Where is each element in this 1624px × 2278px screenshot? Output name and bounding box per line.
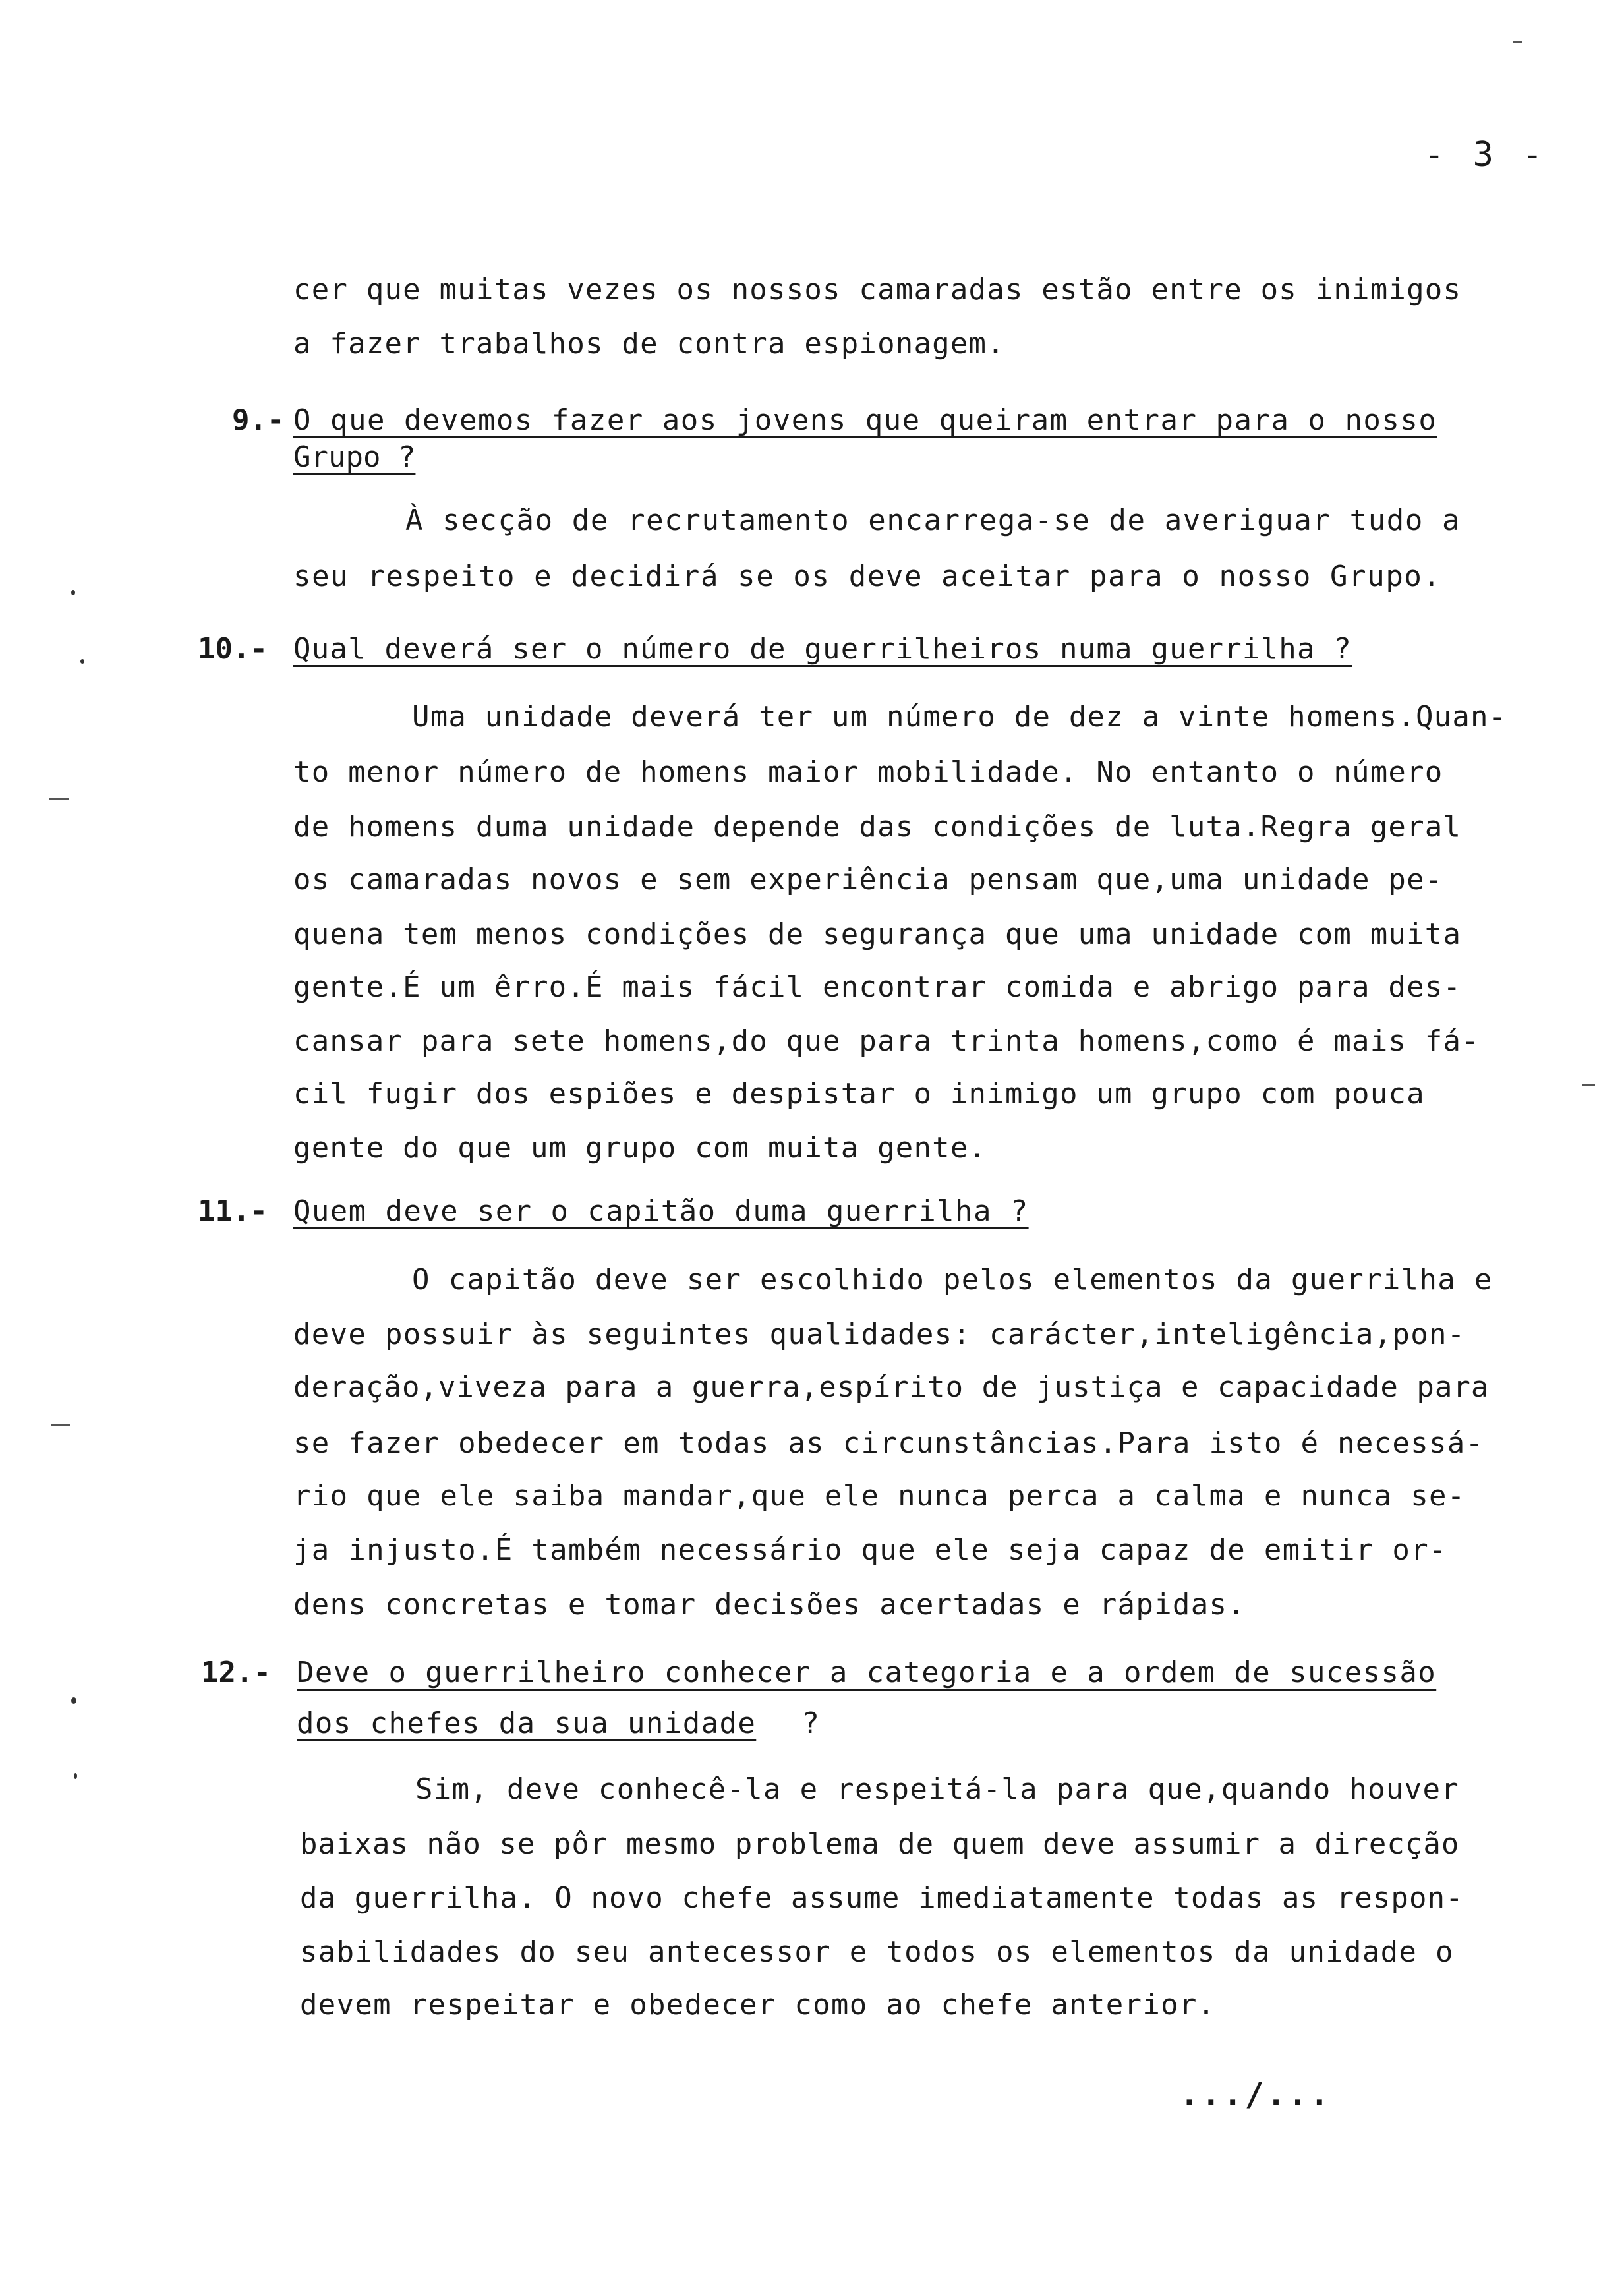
answer-line: cansar para sete homens,do que para trinta homens,como é mais fá- (293, 1024, 1480, 1058)
answer-line: deração,viveza para a guerra,espírito de justiça e capacidade para (293, 1370, 1490, 1404)
margin-mark (49, 798, 69, 800)
question-text: Quem deve ser o capitão duma guerrilha ? (293, 1194, 1029, 1228)
answer-line: to menor número de homens maior mobilidade. No entanto o número (293, 755, 1443, 789)
answer-line: de homens duma unidade depende das condições de luta.Regra geral (293, 810, 1462, 844)
scan-speck (80, 659, 84, 664)
answer-line: se fazer obedecer em todas as circunstâncias.Para isto é necessá- (293, 1426, 1484, 1460)
question-text: Grupo ? (293, 440, 416, 474)
answer-line: Sim, deve conhecê-la e respeitá-la para que,quando houver (415, 1772, 1460, 1806)
answer-line: devem respeitar e obedecer como ao chefe anterior. (300, 1988, 1216, 2022)
page-number: - 3 - (1424, 135, 1547, 175)
answer-line: quena tem menos condições de segurança que uma unidade com muita (293, 918, 1462, 951)
answer-line: rio que ele saiba mandar,que ele nunca perca a calma e nunca se- (293, 1479, 1466, 1513)
answer-line: baixas não se pôr mesmo problema de quem deve assumir a direcção (300, 1827, 1460, 1861)
answer-line: gente.É um êrro.É mais fácil encontrar comida e abrigo para des- (293, 970, 1462, 1004)
answer-line: seu respeito e decidirá se os deve aceitar para o nosso Grupo. (293, 560, 1441, 593)
question-text: Qual deverá ser o número de guerrilheiros numa guerrilha ? (293, 632, 1352, 666)
margin-mark (1513, 41, 1522, 43)
margin-mark (1582, 1084, 1595, 1086)
question-text: Deve o guerrilheiro conhecer a categoria e a ordem de sucessão (297, 1656, 1437, 1689)
answer-line: ja injusto.É também necessário que ele seja capaz de emitir or- (293, 1533, 1447, 1567)
answer-line: À secção de recrutamento encarrega-se de averiguar tudo a (405, 504, 1461, 537)
answer-line: cil fugir dos espiões e despistar o inimigo um grupo com pouca (293, 1077, 1425, 1111)
scan-speck (74, 1773, 77, 1779)
answer-line: Uma unidade deverá ter um número de dez a vinte homens.Quan- (412, 700, 1507, 734)
answer-line: da guerrilha. O novo chefe assume imediatamente todas as respon- (300, 1881, 1464, 1915)
question-number: 10.- (198, 632, 268, 666)
answer-line: dens concretas e tomar decisões acertadas e rápidas. (293, 1588, 1246, 1621)
question-text: dos chefes da sua unidade (297, 1707, 757, 1740)
question-tail: ? (784, 1707, 819, 1740)
question-number: 11.- (198, 1194, 268, 1228)
intro-line: cer que muitas vezes os nossos camaradas estão entre os inimigos (293, 273, 1462, 307)
question-number: 9.- (232, 403, 285, 437)
intro-line: a fazer trabalhos de contra espionagem. (293, 327, 1005, 361)
answer-line: O capitão deve ser escolhido pelos elementos da guerrilha e (412, 1263, 1493, 1297)
continuation-mark: .../... (1180, 2076, 1332, 2113)
question-number: 12.- (201, 1656, 271, 1689)
scan-speck (71, 590, 75, 595)
answer-line: deve possuir às seguintes qualidades: carácter,inteligência,pon- (293, 1318, 1466, 1351)
margin-mark (51, 1424, 70, 1426)
answer-line: gente do que um grupo com muita gente. (293, 1131, 987, 1165)
answer-line: os camaradas novos e sem experiência pensam que,uma unidade pe- (293, 863, 1443, 896)
scan-speck (71, 1697, 76, 1704)
question-text: O que devemos fazer aos jovens que queiram entrar para o nosso (293, 403, 1437, 437)
answer-line: sabilidades do seu antecessor e todos os elementos da unidade o (300, 1935, 1454, 1969)
